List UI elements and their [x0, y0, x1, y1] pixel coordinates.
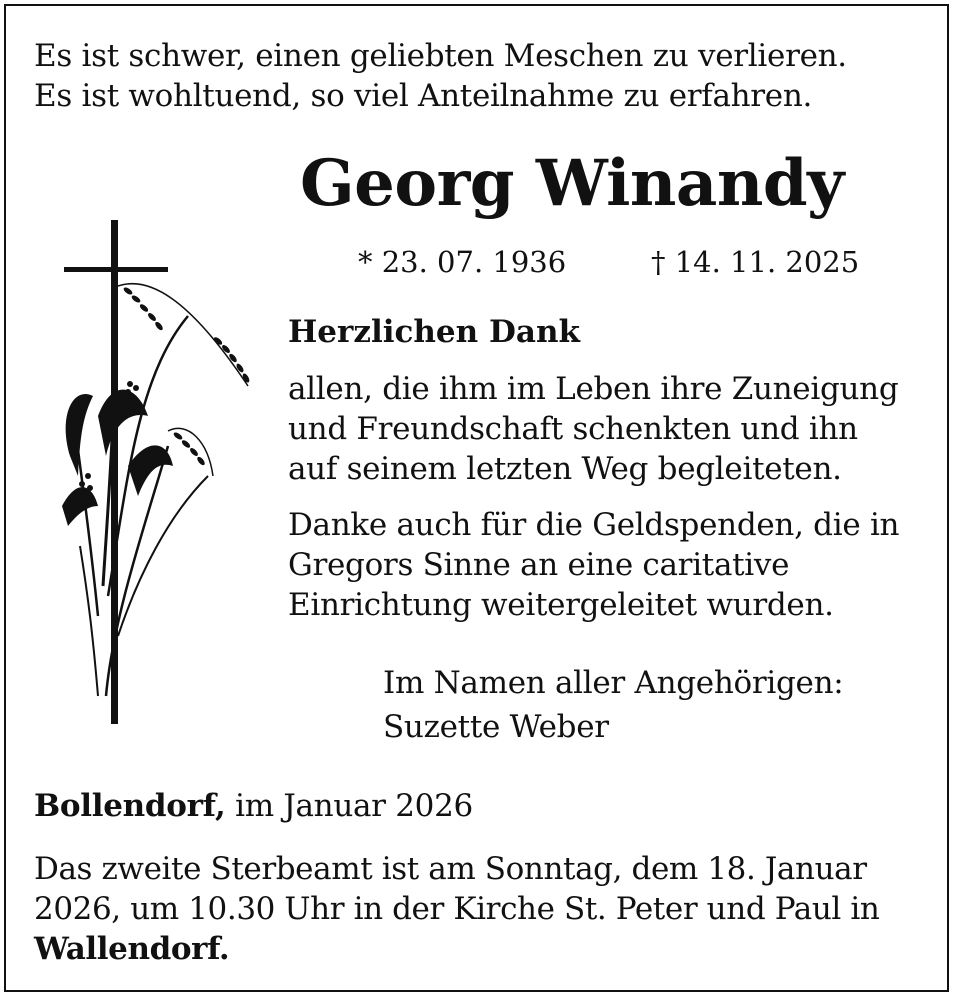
obituary-notice — [4, 4, 949, 992]
signature-line-1: Im Namen aller Angehörigen: — [383, 665, 844, 701]
cross-with-wheat-icon — [58, 216, 268, 736]
thanks-paragraph-2 — [288, 505, 948, 625]
thanks-heading: Herzlichen Dank — [288, 314, 580, 350]
death-date: † 14. 11. 2025 — [651, 245, 860, 279]
thanks-para1-line-3: auf seinem letzten Weg begleiteten. — [288, 451, 842, 487]
signature-block — [383, 661, 843, 749]
service-line-2: 2026, um 10.30 Uhr in der Kirche St. Peter und Paul in — [34, 891, 880, 927]
deceased-name: Georg Winandy — [300, 146, 844, 221]
birth-date: * 23. 07. 1936 — [358, 245, 567, 279]
date-text: im Januar 2026 — [235, 788, 473, 824]
service-info — [34, 849, 924, 969]
thanks-para1-line-1: allen, die ihm im Leben ihre Zuneigung — [288, 371, 899, 407]
intro-line-1: Es ist schwer, einen geliebten Meschen zu verlieren. — [34, 38, 847, 74]
thanks-para2-line-1: Danke auch für die Geldspenden, die in — [288, 507, 900, 543]
intro-line-2: Es ist wohltuend, so viel Anteilnahme zu erfahren. — [34, 78, 813, 114]
thanks-para1-line-2: und Freundschaft schenkten und ihn — [288, 411, 858, 447]
service-location: Wallendorf. — [34, 931, 230, 967]
service-line-1: Das zweite Sterbeamt ist am Sonntag, dem 18. Januar — [34, 851, 867, 887]
signature-name: Suzette Weber — [383, 709, 609, 745]
thanks-para2-line-2: Gregors Sinne an eine caritative — [288, 547, 790, 583]
thanks-paragraph-1 — [288, 369, 938, 489]
place-date-line — [34, 786, 473, 826]
place-name: Bollendorf, — [34, 788, 226, 824]
intro-text — [34, 36, 847, 116]
thanks-para2-line-3: Einrichtung weitergeleitet wurden. — [288, 587, 834, 623]
